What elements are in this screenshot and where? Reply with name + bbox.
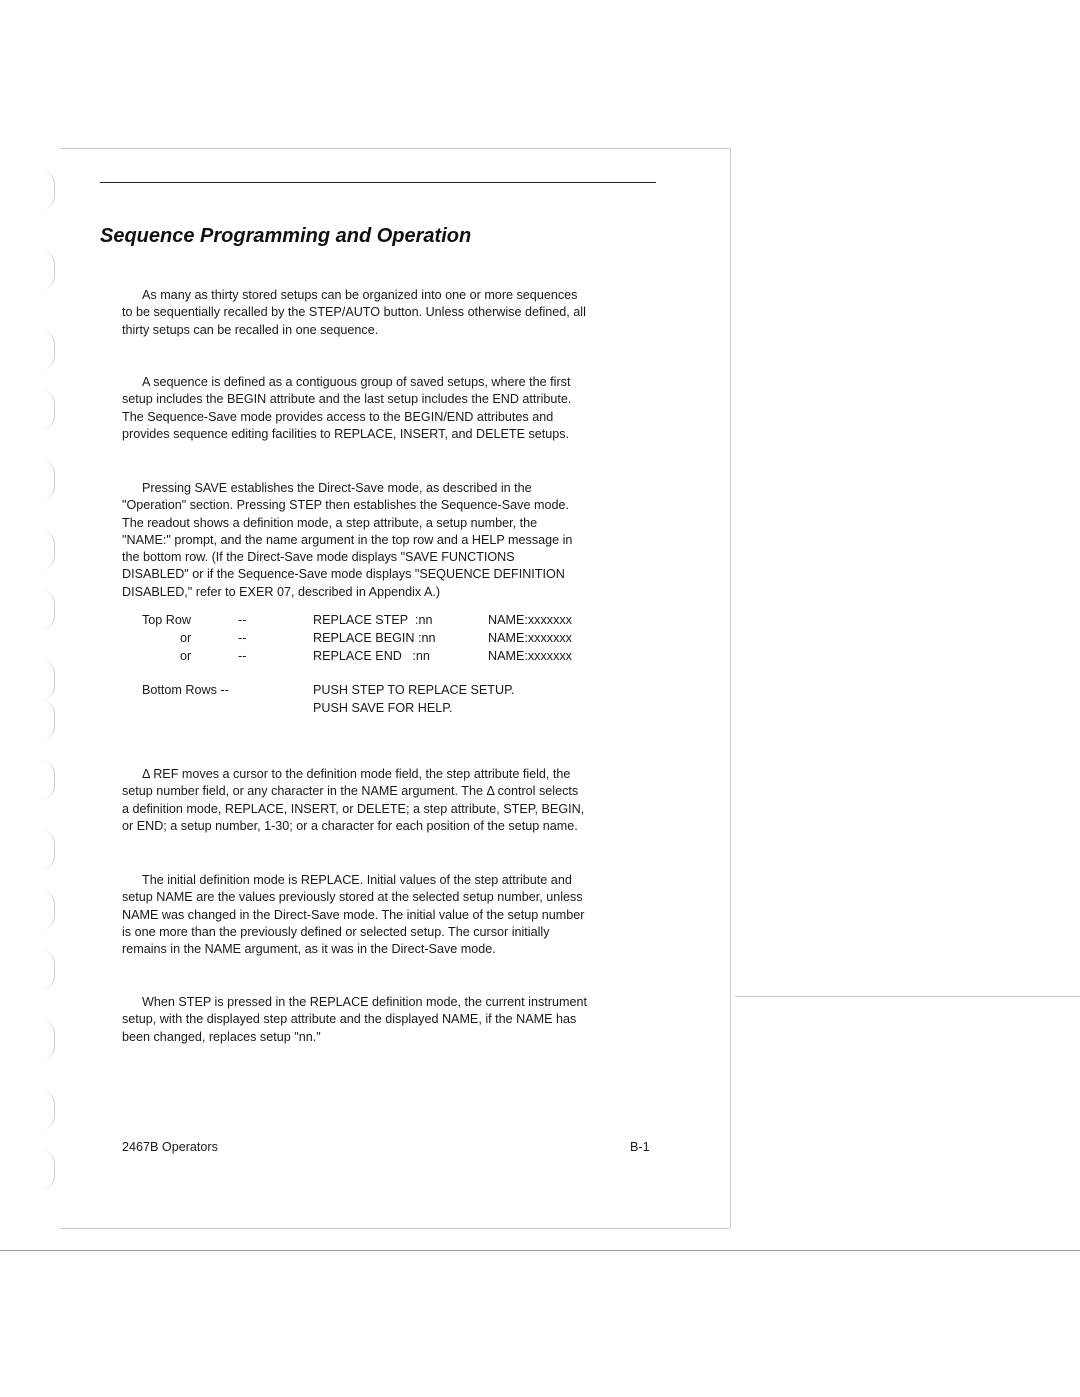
- row-name: NAME:xxxxxxx: [488, 649, 572, 663]
- binder-hole-mark: [40, 830, 55, 870]
- text-line: remains in the NAME argument, as it was in the Direct-Save mode.: [122, 942, 496, 957]
- binder-hole-mark: [40, 460, 55, 500]
- binder-hole-mark: [40, 530, 55, 570]
- text-line: When STEP is pressed in the REPLACE definition mode, the current instrument: [142, 995, 587, 1009]
- binder-hole-mark: [40, 1150, 55, 1190]
- page-title: Sequence Programming and Operation: [100, 225, 472, 247]
- footer-manual-title: 2467B Operators: [122, 1140, 218, 1154]
- binder-hole-mark: [40, 1020, 55, 1060]
- text-line: Pressing SAVE establishes the Direct-Save mode, as described in the: [142, 481, 532, 495]
- text-line: setup NAME are the values previously stored at the selected setup number, unless: [122, 890, 583, 905]
- binder-hole-mark: [40, 330, 55, 370]
- scan-edge-lower: [0, 1250, 1080, 1251]
- text-line: provides sequence editing facilities to REPLACE, INSERT, and DELETE setups.: [122, 426, 570, 441]
- text-line: a definition mode, REPLACE, INSERT, or DELETE; a step attribute, STEP, BEGIN,: [122, 801, 585, 816]
- paragraph-3: [122, 480, 572, 601]
- bottom-row-line: PUSH STEP TO REPLACE SETUP.: [313, 683, 515, 697]
- row-label: Top Row: [142, 613, 191, 627]
- binder-hole-mark: [40, 890, 55, 930]
- text-line: "Operation" section. Pressing STEP then establishes the Sequence-Save mode.: [122, 498, 569, 513]
- row-label: or: [180, 631, 192, 645]
- text-line: to be sequentially recalled by the STEP/AUTO button. Unless otherwise defined, all: [122, 305, 586, 320]
- row-mode: REPLACE END :nn: [313, 649, 430, 663]
- binder-hole-mark: [40, 700, 55, 740]
- text-line: been changed, replaces setup "nn.": [122, 1029, 321, 1044]
- text-line: "NAME:" prompt, and the name argument in the top row and a HELP message in: [122, 532, 573, 547]
- text-line: is one more than the previously defined or selected setup. The cursor initially: [122, 924, 550, 939]
- header-rule: [100, 182, 656, 183]
- row-dash: --: [238, 631, 247, 645]
- text-line: the bottom row. (If the Direct-Save mode displays "SAVE FUNCTIONS: [122, 550, 515, 565]
- text-line: DISABLED" or if the Sequence-Save mode displays "SEQUENCE DEFINITION: [122, 567, 565, 582]
- row-mode: REPLACE STEP :nn: [313, 613, 433, 627]
- scan-edge-right: [730, 148, 731, 1228]
- binder-hole-mark: [40, 760, 55, 800]
- footer-page-number: B-1: [630, 1140, 650, 1154]
- binder-hole-mark: [40, 590, 55, 630]
- text-line: setup, with the displayed step attribute and the displayed NAME, if the NAME has: [122, 1012, 577, 1027]
- row-name: NAME:xxxxxxx: [488, 613, 572, 627]
- text-line: The readout shows a definition mode, a step attribute, a setup number, the: [122, 515, 538, 530]
- binder-hole-mark: [40, 660, 55, 700]
- row-mode: REPLACE BEGIN :nn: [313, 631, 436, 645]
- scan-edge-top: [60, 148, 730, 149]
- binder-hole-mark: [40, 390, 55, 430]
- paragraph-1: [122, 287, 586, 339]
- binder-hole-mark: [40, 250, 55, 290]
- paragraph-2: [122, 374, 571, 443]
- bottom-row-line: PUSH SAVE FOR HELP.: [313, 701, 453, 715]
- text-line: thirty setups can be recalled in one sequence.: [122, 322, 379, 337]
- binder-hole-mark: [40, 950, 55, 990]
- text-line: A sequence is defined as a contiguous group of saved setups, where the first: [142, 375, 571, 389]
- scan-edge-bottom: [60, 1228, 730, 1229]
- binder-hole-mark: [40, 170, 55, 210]
- text-line: DISABLED," refer to EXER 07, described in Appendix A.): [122, 584, 441, 599]
- text-line: The initial definition mode is REPLACE. Initial values of the step attribute and: [142, 873, 572, 887]
- bottom-rows-label: Bottom Rows --: [142, 683, 229, 697]
- paragraph-5: [122, 872, 584, 958]
- scan-edge-mid: [735, 996, 1080, 997]
- text-line: Δ REF moves a cursor to the definition mode field, the step attribute field, the: [142, 767, 571, 781]
- text-line: setup number field, or any character in the NAME argument. The Δ control selects: [122, 784, 579, 799]
- row-name: NAME:xxxxxxx: [488, 631, 572, 645]
- text-line: setup includes the BEGIN attribute and the last setup includes the END attribute.: [122, 392, 572, 407]
- row-dash: --: [238, 649, 247, 663]
- text-line: or END; a setup number, 1-30; or a character for each position of the setup name.: [122, 818, 578, 833]
- row-dash: --: [238, 613, 247, 627]
- paragraph-6: [122, 994, 587, 1046]
- binder-hole-mark: [40, 1090, 55, 1130]
- row-label: or: [180, 649, 192, 663]
- text-line: NAME was changed in the Direct-Save mode. The initial value of the setup number: [122, 907, 585, 922]
- paragraph-4: [122, 766, 584, 835]
- text-line: The Sequence-Save mode provides access to the BEGIN/END attributes and: [122, 409, 554, 424]
- text-line: As many as thirty stored setups can be organized into one or more sequences: [142, 288, 578, 302]
